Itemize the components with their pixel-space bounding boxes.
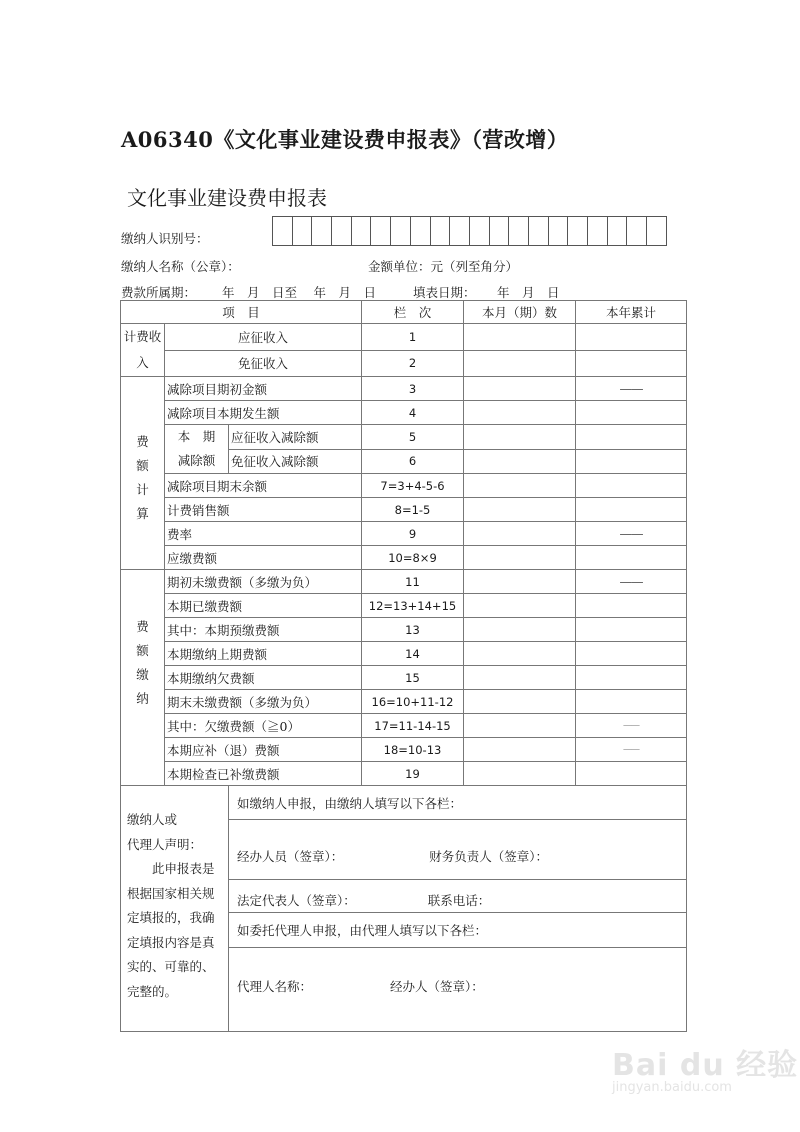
- taxpayer-id-digit-box[interactable]: [549, 217, 569, 245]
- row-label: 计费销售额: [165, 498, 362, 522]
- row-label: 免征收入减除额: [229, 449, 362, 474]
- taxpayer-id-digit-box[interactable]: [411, 217, 431, 245]
- row-label: 其中：本期预缴费额: [165, 618, 362, 642]
- statement-line: 定填报的，我确: [127, 910, 215, 925]
- sub-group-label: 减除额: [177, 453, 216, 468]
- table-row: [121, 690, 687, 714]
- row-label: 本期检查已补缴费额: [165, 762, 362, 786]
- fill-date-label: 填表日期：: [413, 285, 476, 300]
- current-cell[interactable]: [464, 449, 576, 474]
- statement-line: 此申报表是: [127, 861, 215, 876]
- row-line: 7=3+4-5-6: [362, 474, 464, 498]
- taxpayer-id-digit-box[interactable]: [332, 217, 352, 245]
- ytd-cell[interactable]: [576, 474, 687, 498]
- taxpayer-id-digit-box[interactable]: [509, 217, 529, 245]
- taxpayer-name-label: 缴纳人名称（公章）：: [121, 259, 240, 274]
- row-line: 6: [362, 449, 464, 474]
- header-line-no: 栏 次: [362, 301, 464, 324]
- statement-line: 完整的。: [127, 983, 178, 999]
- baidu-watermark: [612, 1040, 798, 1095]
- handler-label: 经办人员（签章）：: [237, 849, 344, 864]
- current-cell[interactable]: [464, 714, 576, 738]
- period-date-field[interactable]: 年 月 日至 年 月 日: [222, 285, 376, 300]
- section-char: 纳: [136, 690, 149, 706]
- taxpayer-id-digit-box[interactable]: [470, 217, 490, 245]
- declaration-table: [120, 300, 687, 1032]
- ytd-cell[interactable]: [576, 594, 687, 618]
- row-label: 期初未缴费额（多缴为负）: [165, 570, 362, 594]
- table-row: [121, 546, 687, 570]
- current-cell[interactable]: [464, 738, 576, 762]
- ytd-cell[interactable]: [576, 618, 687, 642]
- ytd-cell[interactable]: ——: [576, 570, 687, 594]
- ytd-cell[interactable]: ——: [576, 714, 687, 738]
- table-row: [121, 522, 687, 546]
- ytd-cell[interactable]: [576, 762, 687, 786]
- row-label: 费率: [165, 522, 362, 546]
- row-line: 17=11-14-15: [362, 714, 464, 738]
- taxpayer-id-digit-box[interactable]: [608, 217, 628, 245]
- row-label: 应缴费额: [165, 546, 362, 570]
- period-label: 费款所属期：: [121, 285, 197, 300]
- current-cell[interactable]: [464, 570, 576, 594]
- legal-rep-label: 法定代表人（签章）：: [237, 893, 356, 908]
- current-cell[interactable]: [464, 642, 576, 666]
- phone-label: 联系电话：: [427, 893, 491, 908]
- table-row: [121, 642, 687, 666]
- statement-line: 定填报内容是真: [127, 934, 215, 950]
- agent-section-header: 如委托代理人申报，由代理人填写以下各栏：: [229, 913, 687, 948]
- row-label: 减除项目本期发生额: [165, 401, 362, 425]
- row-line: 9: [362, 522, 464, 546]
- ytd-cell[interactable]: ——: [576, 738, 687, 762]
- taxpayer-id-digit-box[interactable]: [391, 217, 411, 245]
- section-char: 额: [136, 458, 149, 473]
- table-row: [121, 738, 687, 762]
- current-cell[interactable]: [464, 522, 576, 546]
- row-line: 10=8×9: [362, 546, 464, 570]
- fill-date-field[interactable]: 年 月 日: [497, 285, 560, 300]
- taxpayer-id-label: 缴纳人识别号：: [121, 231, 209, 246]
- ytd-cell[interactable]: [576, 324, 687, 351]
- sub-group-deduction: [165, 425, 229, 474]
- row-line: 1: [362, 324, 464, 351]
- taxpayer-id-digit-box[interactable]: [371, 217, 391, 245]
- table-row: [121, 498, 687, 522]
- row-label: 本期已缴费额: [165, 594, 362, 618]
- document-heading: A06340《文化事业建设费申报表》（营改增）: [121, 127, 569, 152]
- table-row: [121, 762, 687, 786]
- current-cell[interactable]: [464, 762, 576, 786]
- statement-line: 根据国家相关规: [127, 885, 215, 901]
- row-label: 本期应补（退）费额: [165, 738, 362, 762]
- table-header-row: [121, 301, 687, 324]
- row-label: 其中：欠缴费额（≧0）: [165, 714, 362, 738]
- row-line: 4: [362, 401, 464, 425]
- legal-rep-cell[interactable]: [229, 880, 687, 913]
- taxpayer-id-grid[interactable]: [272, 216, 667, 246]
- current-cell[interactable]: [464, 498, 576, 522]
- section-char: 计: [136, 482, 149, 497]
- row-label: 免征收入: [165, 350, 362, 377]
- ytd-cell[interactable]: [576, 401, 687, 425]
- current-cell[interactable]: [464, 425, 576, 450]
- ytd-cell[interactable]: [576, 498, 687, 522]
- taxpayer-id-digit-box[interactable]: [352, 217, 372, 245]
- taxpayer-id-digit-box[interactable]: [312, 217, 332, 245]
- taxpayer-id-digit-box[interactable]: [450, 217, 470, 245]
- taxpayer-id-digit-box[interactable]: [627, 217, 647, 245]
- section-char: 额: [136, 642, 149, 658]
- row-label: 应征收入: [165, 324, 362, 351]
- taxpayer-signature-cell[interactable]: [229, 820, 687, 880]
- current-cell[interactable]: [464, 350, 576, 377]
- row-line: 13: [362, 618, 464, 642]
- section-calc: [121, 377, 165, 570]
- header-item: 项 目: [121, 301, 362, 324]
- row-label: 减除项目期初金额: [165, 377, 362, 401]
- row-line: 16=10+11-12: [362, 690, 464, 714]
- statement-line: 实的、可靠的、: [127, 959, 215, 974]
- ytd-cell[interactable]: [576, 690, 687, 714]
- declaration-statement: [121, 786, 229, 1032]
- declaration-row: [121, 786, 687, 820]
- table-row: [121, 618, 687, 642]
- table-row: [121, 714, 687, 738]
- table-row: [121, 401, 687, 425]
- ytd-cell[interactable]: [576, 642, 687, 666]
- row-line: 18=10-13: [362, 738, 464, 762]
- row-label: 应征收入减除额: [229, 425, 362, 450]
- section-char: 缴: [136, 666, 149, 682]
- current-cell[interactable]: [464, 324, 576, 351]
- row-label: 减除项目期末余额: [165, 474, 362, 498]
- taxpayer-id-digit-box[interactable]: [490, 217, 510, 245]
- taxpayer-id-digit-box[interactable]: [568, 217, 588, 245]
- statement-line: 缴纳人或: [127, 812, 178, 827]
- ytd-cell[interactable]: ——: [576, 377, 687, 401]
- table-row: [121, 594, 687, 618]
- current-cell[interactable]: [464, 594, 576, 618]
- section-income: 计费收入: [121, 324, 165, 377]
- row-line: 19: [362, 762, 464, 786]
- row-line: 5: [362, 425, 464, 450]
- current-cell[interactable]: [464, 618, 576, 642]
- row-line: 8=1-5: [362, 498, 464, 522]
- row-label: 本期缴纳欠费额: [165, 666, 362, 690]
- agent-signature-cell[interactable]: [229, 948, 687, 1032]
- table-row: [121, 377, 687, 401]
- amount-unit-label: 金额单位：元（列至角分）: [368, 259, 519, 274]
- ytd-cell[interactable]: [576, 350, 687, 377]
- taxpayer-id-digit-box[interactable]: [647, 217, 667, 245]
- table-row: [121, 350, 687, 377]
- statement-line: 代理人声明：: [127, 836, 203, 852]
- current-cell[interactable]: [464, 546, 576, 570]
- current-cell[interactable]: [464, 690, 576, 714]
- taxpayer-section-header: 如缴纳人申报，由缴纳人填写以下各栏：: [229, 786, 687, 820]
- row-line: 12=13+14+15: [362, 594, 464, 618]
- ytd-cell[interactable]: [576, 425, 687, 450]
- ytd-cell[interactable]: [576, 546, 687, 570]
- header-current: 本月（期）数: [464, 301, 576, 324]
- header-ytd: 本年累计: [576, 301, 687, 324]
- section-payment: [121, 570, 165, 786]
- taxpayer-id-digit-box[interactable]: [293, 217, 313, 245]
- table-row: [121, 666, 687, 690]
- row-line: 3: [362, 377, 464, 401]
- taxpayer-id-digit-box[interactable]: [273, 217, 293, 245]
- taxpayer-id-digit-box[interactable]: [529, 217, 549, 245]
- watermark-url: jingyan.baidu.com: [612, 1080, 732, 1095]
- section-char: 算: [136, 506, 149, 521]
- row-label: 本期缴纳上期费额: [165, 642, 362, 666]
- watermark-brand: Bai du 经验: [612, 1048, 799, 1083]
- section-char: 费: [136, 434, 149, 449]
- table-row: [121, 474, 687, 498]
- ytd-cell[interactable]: [576, 449, 687, 474]
- table-row: [121, 425, 687, 450]
- current-cell[interactable]: [464, 377, 576, 401]
- current-cell[interactable]: [464, 666, 576, 690]
- agent-name-label: 代理人名称：: [237, 979, 313, 994]
- row-line: 15: [362, 666, 464, 690]
- row-line: 14: [362, 642, 464, 666]
- current-cell[interactable]: [464, 401, 576, 425]
- taxpayer-id-digit-box[interactable]: [588, 217, 608, 245]
- table-row: [121, 324, 687, 351]
- ytd-cell[interactable]: ——: [576, 522, 687, 546]
- row-line: 2: [362, 350, 464, 377]
- row-line: 11: [362, 570, 464, 594]
- row-label: 期末未缴费额（多缴为负）: [165, 690, 362, 714]
- taxpayer-id-digit-box[interactable]: [431, 217, 451, 245]
- sub-group-label: 本 期: [177, 429, 216, 444]
- table-row: [121, 570, 687, 594]
- current-cell[interactable]: [464, 474, 576, 498]
- agent-handler-label: 经办人（签章）：: [389, 979, 484, 994]
- ytd-cell[interactable]: [576, 666, 687, 690]
- finance-head-label: 财务负责人（签章）：: [429, 849, 548, 864]
- form-title: 文化事业建设费申报表: [127, 186, 327, 210]
- section-char: 费: [136, 618, 149, 634]
